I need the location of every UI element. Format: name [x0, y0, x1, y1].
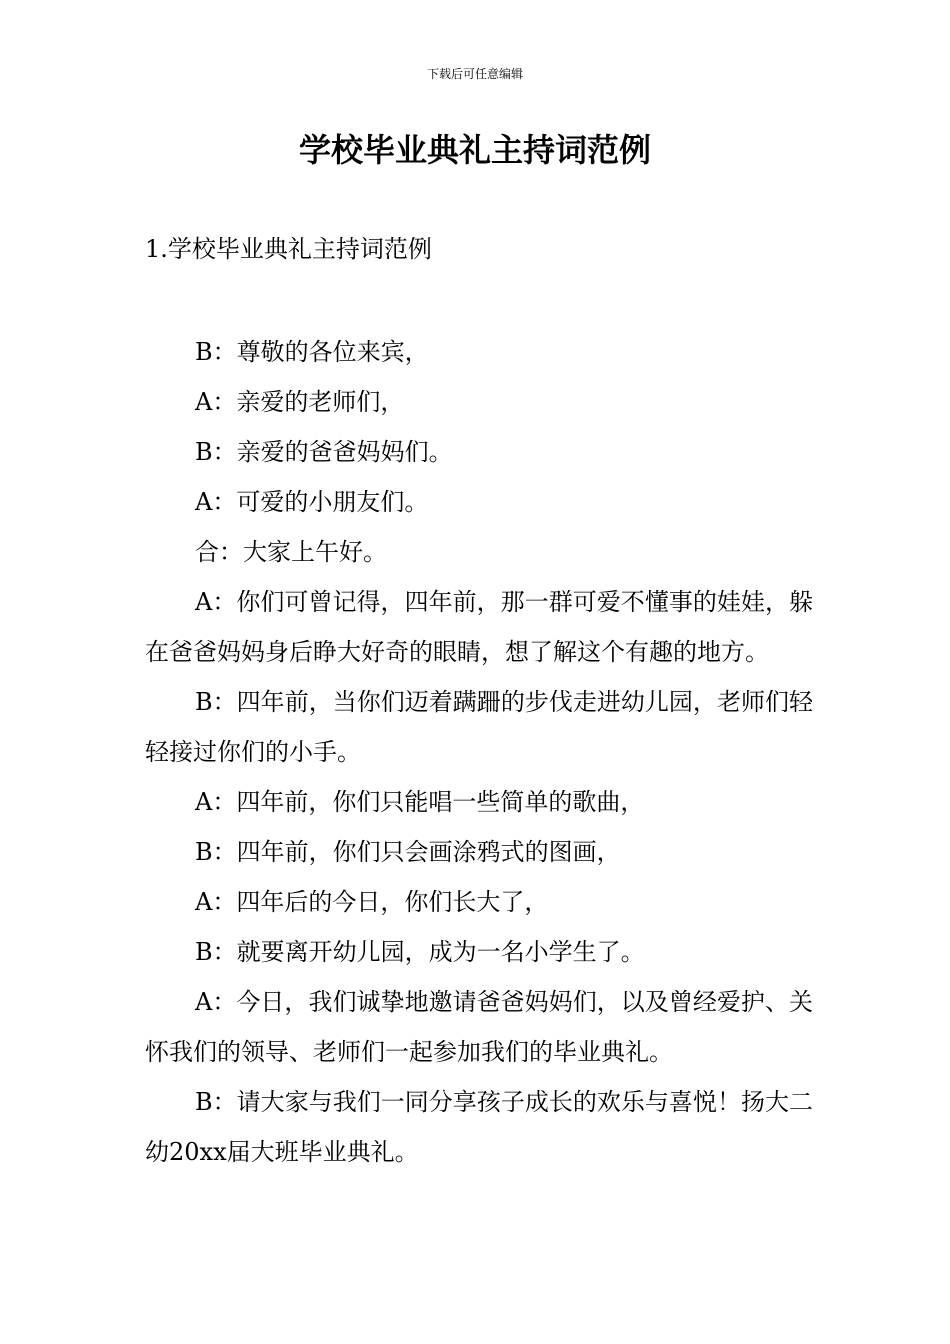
paragraph: 合：大家上午好。	[195, 538, 387, 566]
paragraph: B：四年前，当你们迈着蹒跚的步伐走进幼儿园，老师们轻轻接过你们的小手。	[145, 688, 813, 766]
paragraph: A：亲爱的老师们，	[195, 388, 405, 416]
paragraph: B：四年前，你们只会画涂鸦式的图画，	[195, 838, 621, 866]
paragraph: B：尊敬的各位来宾，	[195, 338, 429, 366]
document-title: 学校毕业典礼主持词范例	[298, 131, 651, 169]
section-heading: 1.学校毕业典礼主持词范例	[145, 235, 432, 263]
paragraph: A：可爱的小朋友们。	[195, 488, 429, 516]
paragraph: A：今日，我们诚挚地邀请爸爸妈妈们，以及曾经爱护、关怀我们的领导、老师们一起参加我们的毕业典礼。	[145, 988, 813, 1066]
paragraph: B：请大家与我们一同分享孩子成长的欢乐与喜悦！扬大二幼20xx届大班毕业典礼。	[145, 1088, 813, 1166]
paragraph: A：四年前，你们只能唱一些简单的歌曲，	[195, 788, 645, 816]
paragraph: B：亲爱的爸爸妈妈们。	[195, 438, 453, 466]
document-body	[145, 327, 813, 1177]
paragraph: A：你们可曾记得，四年前，那一群可爱不懂事的娃娃，躲在爸爸妈妈身后睁大好奇的眼睛，想了解这个有趣的地方。	[145, 588, 813, 666]
header-note: 下载后可任意编辑	[426, 67, 523, 81]
paragraph: A：四年后的今日，你们长大了，	[195, 888, 549, 916]
paragraph: B：就要离开幼儿园，成为一名小学生了。	[195, 938, 645, 966]
